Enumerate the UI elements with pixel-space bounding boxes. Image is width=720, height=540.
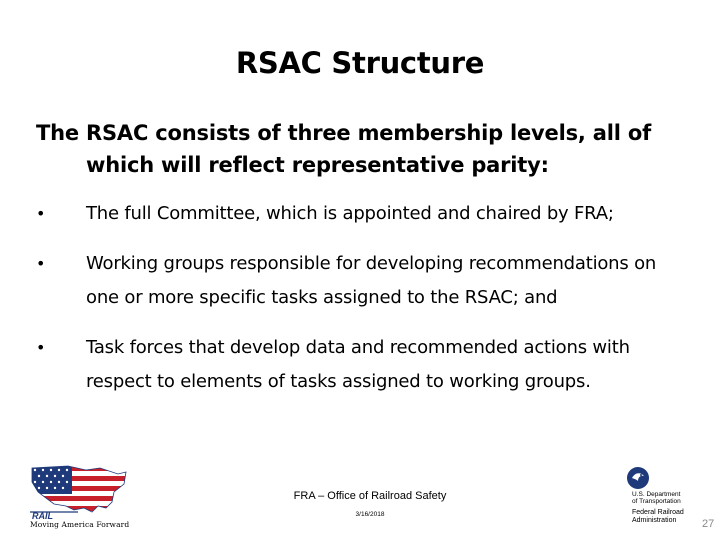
page-number: 27 bbox=[702, 518, 715, 530]
motto-text: Moving America Forward bbox=[30, 520, 130, 529]
office-text: FRA – Office of Railroad Safety bbox=[293, 490, 447, 502]
dot-eagle-icon bbox=[626, 466, 650, 490]
bullet-marker: • bbox=[36, 338, 46, 357]
fra-line-2: Administration bbox=[632, 517, 677, 524]
bullet-text: Task forces that develop data and recommended actions with respect to elements of tasks assigned to working groups. bbox=[86, 337, 630, 392]
date-text: 3/16/2018 bbox=[355, 511, 385, 518]
bullet-item bbox=[36, 247, 686, 315]
dot-label bbox=[632, 491, 681, 505]
fra-line-1: Federal Railroad bbox=[632, 509, 684, 516]
fra-label bbox=[632, 509, 684, 525]
footer-center bbox=[250, 490, 490, 518]
dot-line-2: of Transportation bbox=[632, 498, 681, 505]
logo-word: RAIL bbox=[32, 511, 53, 521]
bullet-item bbox=[36, 197, 686, 231]
slide-title: RSAC Structure bbox=[235, 46, 485, 80]
bullet-marker: • bbox=[36, 204, 46, 223]
intro-paragraph: The RSAC consists of three membership levels, all of which will reflect representative parity: bbox=[36, 121, 652, 177]
bullet-text: Working groups responsible for developing recommendations on one or more specific tasks assigned to the RSAC; and bbox=[86, 253, 657, 308]
bullet-item bbox=[36, 331, 686, 399]
bullet-marker: • bbox=[36, 254, 46, 273]
bullet-text: The full Committee, which is appointed and chaired by FRA; bbox=[86, 203, 614, 224]
dot-line-1: U.S. Department bbox=[632, 491, 681, 498]
bullet-list bbox=[36, 197, 686, 415]
